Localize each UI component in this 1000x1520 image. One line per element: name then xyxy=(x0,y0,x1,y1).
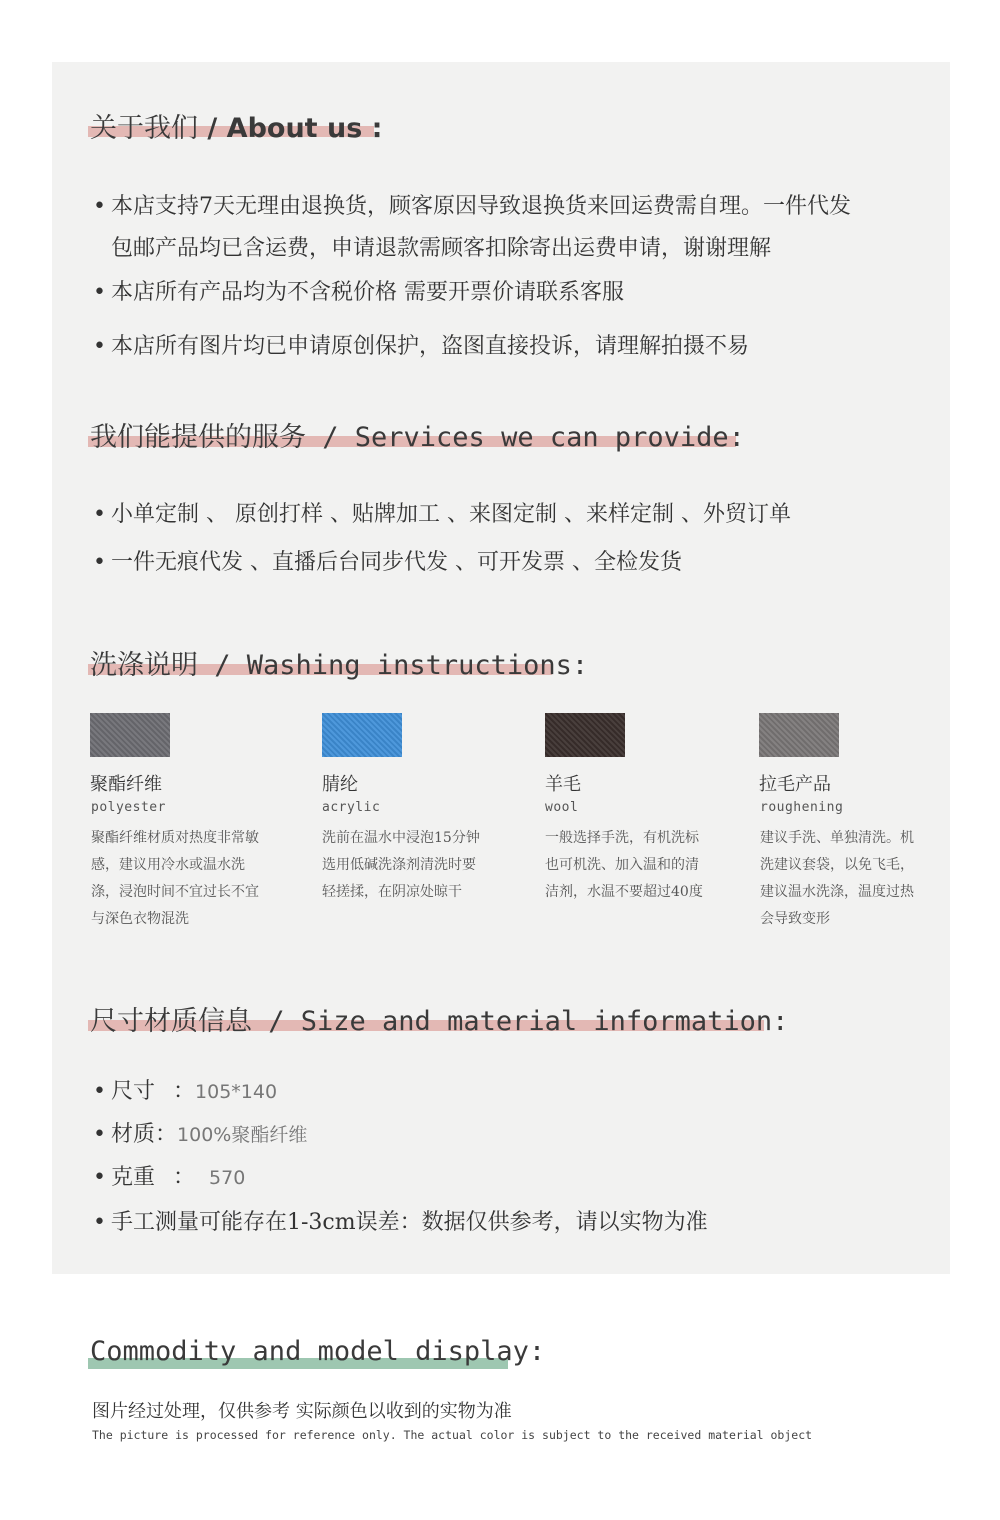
washing-heading xyxy=(90,643,588,682)
services-item-text: 小单定制 、 原创打样 、贴牌加工 、来图定制 、来样定制 、外贸订单 xyxy=(111,502,791,527)
bullet-dot: • xyxy=(93,1079,106,1104)
about-item xyxy=(93,275,624,306)
material-name: 腈纶 xyxy=(322,774,358,795)
about-heading-sep: / xyxy=(198,113,227,144)
spec-material xyxy=(93,1117,307,1148)
material-name: 拉毛产品 xyxy=(759,774,831,795)
polyester-swatch xyxy=(90,713,170,757)
material-care-text: 建议手洗、单独清洗。机洗建议套袋，以免飞毛，建议温水洗涤，温度过热会导致变形 xyxy=(760,830,914,927)
material-care-text: 洗前在温水中浸泡15分钟选用低碱洗涤剂清洗时要轻搓揉，在阴凉处晾干 xyxy=(322,830,480,900)
acrylic-swatch xyxy=(322,713,402,757)
bullet-dot: • xyxy=(93,334,106,359)
spec-label: 克重 xyxy=(111,1165,156,1190)
material-name: 聚酯纤维 xyxy=(90,774,162,795)
size-heading xyxy=(90,999,788,1038)
washing-heading-cn: 洗涤说明 xyxy=(90,650,198,681)
spec-weight xyxy=(93,1160,245,1191)
display-note-en: The picture is processed for reference only. The actual color is subject to the received material object xyxy=(92,1428,813,1442)
material-name-en: polyester xyxy=(91,800,166,815)
spec-value: 100%聚酯纤维 xyxy=(177,1124,308,1146)
roughening-swatch xyxy=(759,713,839,757)
material-care-text: 聚酯纤维材质对热度非常敏感，建议用冷水或温水洗涤，浸泡时间不宜过长不宜与深色衣物混洗 xyxy=(91,830,259,927)
about-item-text: 本店所有产品均为不含税价格 需要开票价请联系客服 xyxy=(111,280,624,305)
spec-size xyxy=(93,1074,277,1105)
services-item xyxy=(93,497,791,528)
about-heading xyxy=(90,106,382,145)
bullet-dot: • xyxy=(93,1165,106,1190)
bullet-dot: • xyxy=(93,194,106,219)
spec-note xyxy=(93,1205,708,1236)
services-item xyxy=(93,545,682,576)
spec-sep: ： xyxy=(173,1165,196,1190)
bullet-dot: • xyxy=(93,1210,106,1235)
material-name-en: roughening xyxy=(760,800,844,815)
spec-note-text: 手工测量可能存在1-3cm误差：数据仅供参考，请以实物为准 xyxy=(111,1210,708,1235)
material-name-en: acrylic xyxy=(322,800,381,815)
spec-label: 材质 xyxy=(111,1122,156,1147)
about-item-text: 本店所有图片均已申请原创保护，盗图直接投诉，请理解拍摄不易 xyxy=(111,334,750,359)
spec-value: 570 xyxy=(209,1167,246,1189)
material-care-text: 一般选择手洗，有机洗标也可机洗、加入温和的清洁剂，水温不要超过40度 xyxy=(545,830,703,900)
bullet-dot: • xyxy=(93,280,106,305)
material-name: 羊毛 xyxy=(545,774,581,795)
about-heading-en: About us : xyxy=(226,113,383,144)
display-heading xyxy=(90,1336,545,1367)
bullet-dot: • xyxy=(93,1122,106,1147)
display-heading-text: Commodity and model display: xyxy=(90,1336,546,1367)
spec-label: 尺寸 xyxy=(111,1079,156,1104)
services-heading xyxy=(90,415,745,454)
services-heading-en: / Services we can provide: xyxy=(306,422,745,453)
size-heading-cn: 尺寸材质信息 xyxy=(90,1006,252,1037)
about-item xyxy=(93,186,851,270)
material-name-en: wool xyxy=(545,800,579,815)
about-item-text: 本店支持7天无理由退换货，顾客原因导致退换货来回运费需自理。一件代发 xyxy=(111,194,851,219)
services-item-text: 一件无痕代发 、直播后台同步代发 、可开发票 、全检发货 xyxy=(111,550,682,575)
spec-sep: ： xyxy=(173,1079,196,1104)
washing-heading-en: / Washing instructions: xyxy=(198,650,589,681)
about-heading-cn: 关于我们 xyxy=(90,113,198,144)
spec-sep: ： xyxy=(155,1122,178,1147)
bullet-dot: • xyxy=(93,550,106,575)
size-heading-en: / Size and material information: xyxy=(252,1006,789,1037)
about-item xyxy=(93,329,749,360)
wool-swatch xyxy=(545,713,625,757)
spec-value: 105*140 xyxy=(195,1081,278,1103)
display-note-cn: 图片经过处理，仅供参考 实际颜色以收到的实物为准 xyxy=(92,1401,512,1422)
about-item-text-cont: 包邮产品均已含运费，申请退款需顾客扣除寄出运费申请，谢谢理解 xyxy=(111,236,772,261)
bullet-dot: • xyxy=(93,502,106,527)
services-heading-cn: 我们能提供的服务 xyxy=(90,422,306,453)
